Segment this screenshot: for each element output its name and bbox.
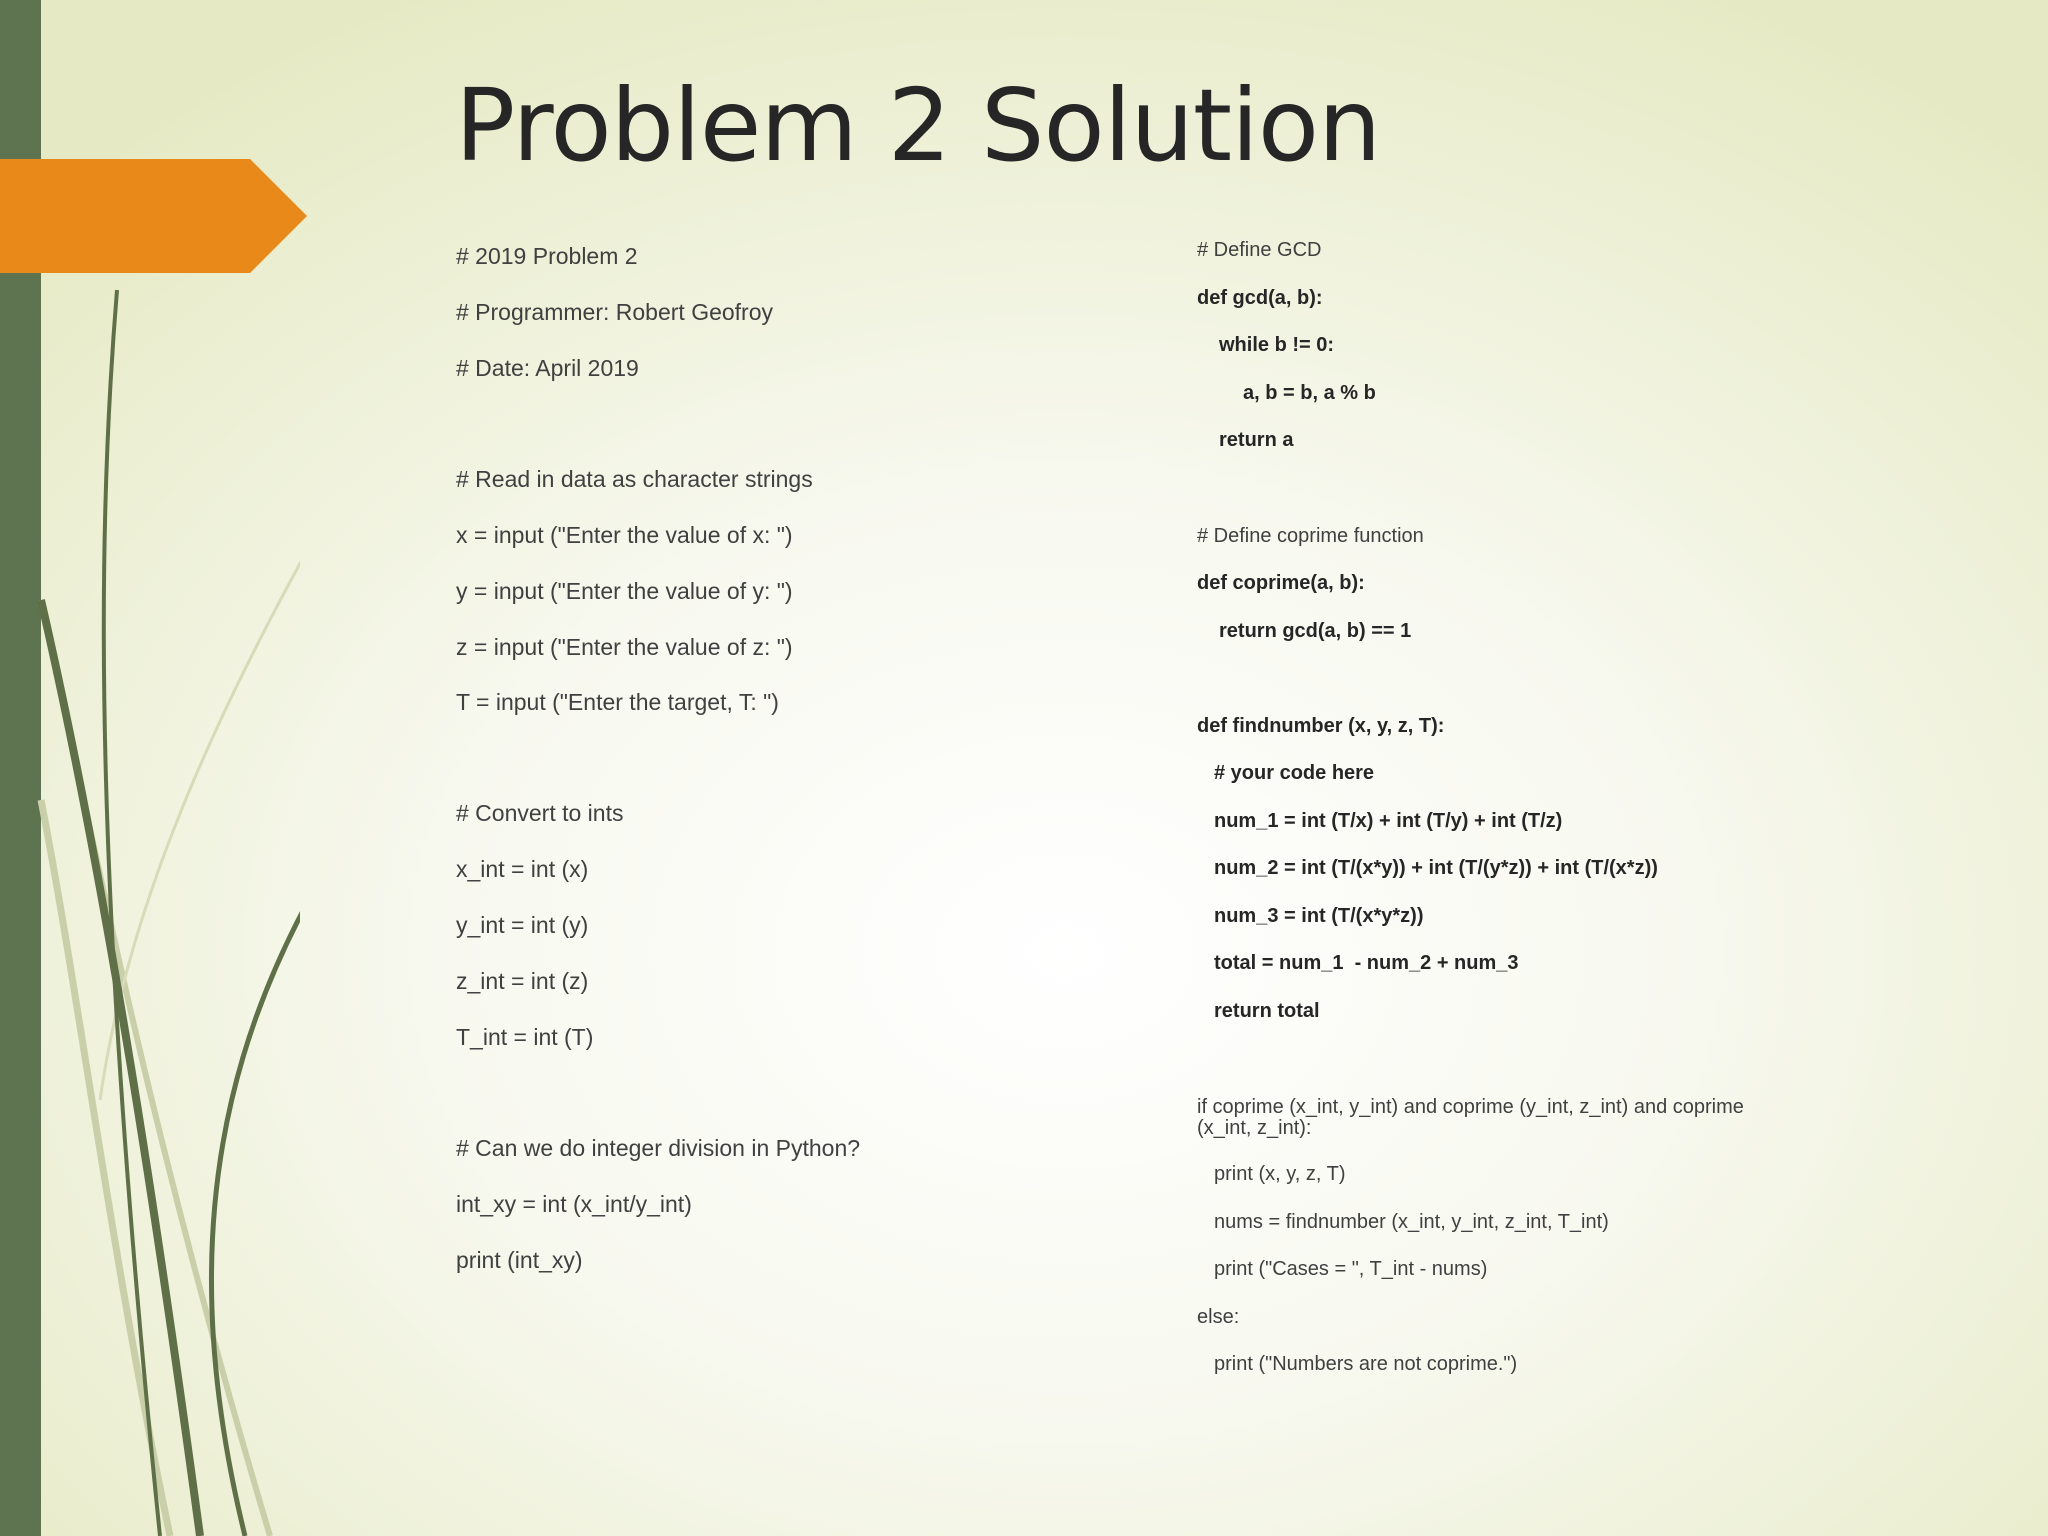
code-line-num-1: num_1 = int (T/x) + int (T/y) + int (T/z) <box>1214 810 1563 832</box>
code-line-def-coprime: def coprime(a, b): <box>1197 572 1365 594</box>
code-line-swap: a, b = b, a % b <box>1243 382 1376 404</box>
comment-line-define-gcd: # Define GCD <box>1197 239 1322 261</box>
code-line-if-coprime: if coprime (x_int, y_int) and coprime (y_int, z_int) and coprime (x_int, z_int): <box>1197 1096 1744 1139</box>
code-line-total: total = num_1 - num_2 + num_3 <box>1214 952 1519 974</box>
comment-line-your-code: # your code here <box>1214 762 1375 784</box>
code-line-nums: nums = findnumber (x_int, y_int, z_int, T_int) <box>1214 1211 1609 1233</box>
code-line-return-a: return a <box>1219 429 1294 451</box>
comment-line-problem: # 2019 Problem 2 <box>456 243 638 269</box>
code-line-return-gcd: return gcd(a, b) == 1 <box>1219 620 1412 642</box>
code-line-x-int: x_int = int (x) <box>456 856 589 882</box>
code-line-else: else: <box>1197 1306 1240 1328</box>
code-line-print-values: print (x, y, z, T) <box>1214 1163 1346 1185</box>
code-line-print-not-coprime: print ("Numbers are not coprime.") <box>1214 1353 1518 1375</box>
code-line-z-int: z_int = int (z) <box>456 968 589 994</box>
comment-line-programmer: # Programmer: Robert Geofroy <box>456 299 774 325</box>
code-line-y-int: y_int = int (y) <box>456 912 589 938</box>
code-line-def-findnumber: def findnumber (x, y, z, T): <box>1197 715 1445 737</box>
comment-line-read-data: # Read in data as character strings <box>456 466 813 492</box>
orange-arrow-shape <box>0 159 307 273</box>
code-line-t-int: T_int = int (T) <box>456 1024 594 1050</box>
code-line-print-cases: print ("Cases = ", T_int - nums) <box>1214 1258 1488 1280</box>
code-line-num-3: num_3 = int (T/(x*y*z)) <box>1214 905 1424 927</box>
code-line-return-total: return total <box>1214 1000 1320 1022</box>
code-line-input-y: y = input ("Enter the value of y: ") <box>456 578 793 604</box>
code-line-def-gcd: def gcd(a, b): <box>1197 287 1323 309</box>
code-line-input-z: z = input ("Enter the value of z: ") <box>456 634 793 660</box>
comment-line-convert: # Convert to ints <box>456 800 624 826</box>
code-line-input-x: x = input ("Enter the value of x: ") <box>456 522 793 548</box>
code-line-int-xy: int_xy = int (x_int/y_int) <box>456 1191 692 1217</box>
code-line-input-t: T = input ("Enter the target, T: ") <box>456 689 779 715</box>
code-line-while: while b != 0: <box>1219 334 1335 356</box>
slide-title: Problem 2 Solution <box>455 67 1381 184</box>
comment-line-define-coprime: # Define coprime function <box>1197 525 1424 547</box>
comment-line-integer-division: # Can we do integer division in Python? <box>456 1135 861 1161</box>
code-line-num-2: num_2 = int (T/(x*y)) + int (T/(y*z)) + int (T/(x*z)) <box>1214 857 1658 879</box>
code-line-print-int-xy: print (int_xy) <box>456 1247 583 1273</box>
comment-line-date: # Date: April 2019 <box>456 355 639 381</box>
